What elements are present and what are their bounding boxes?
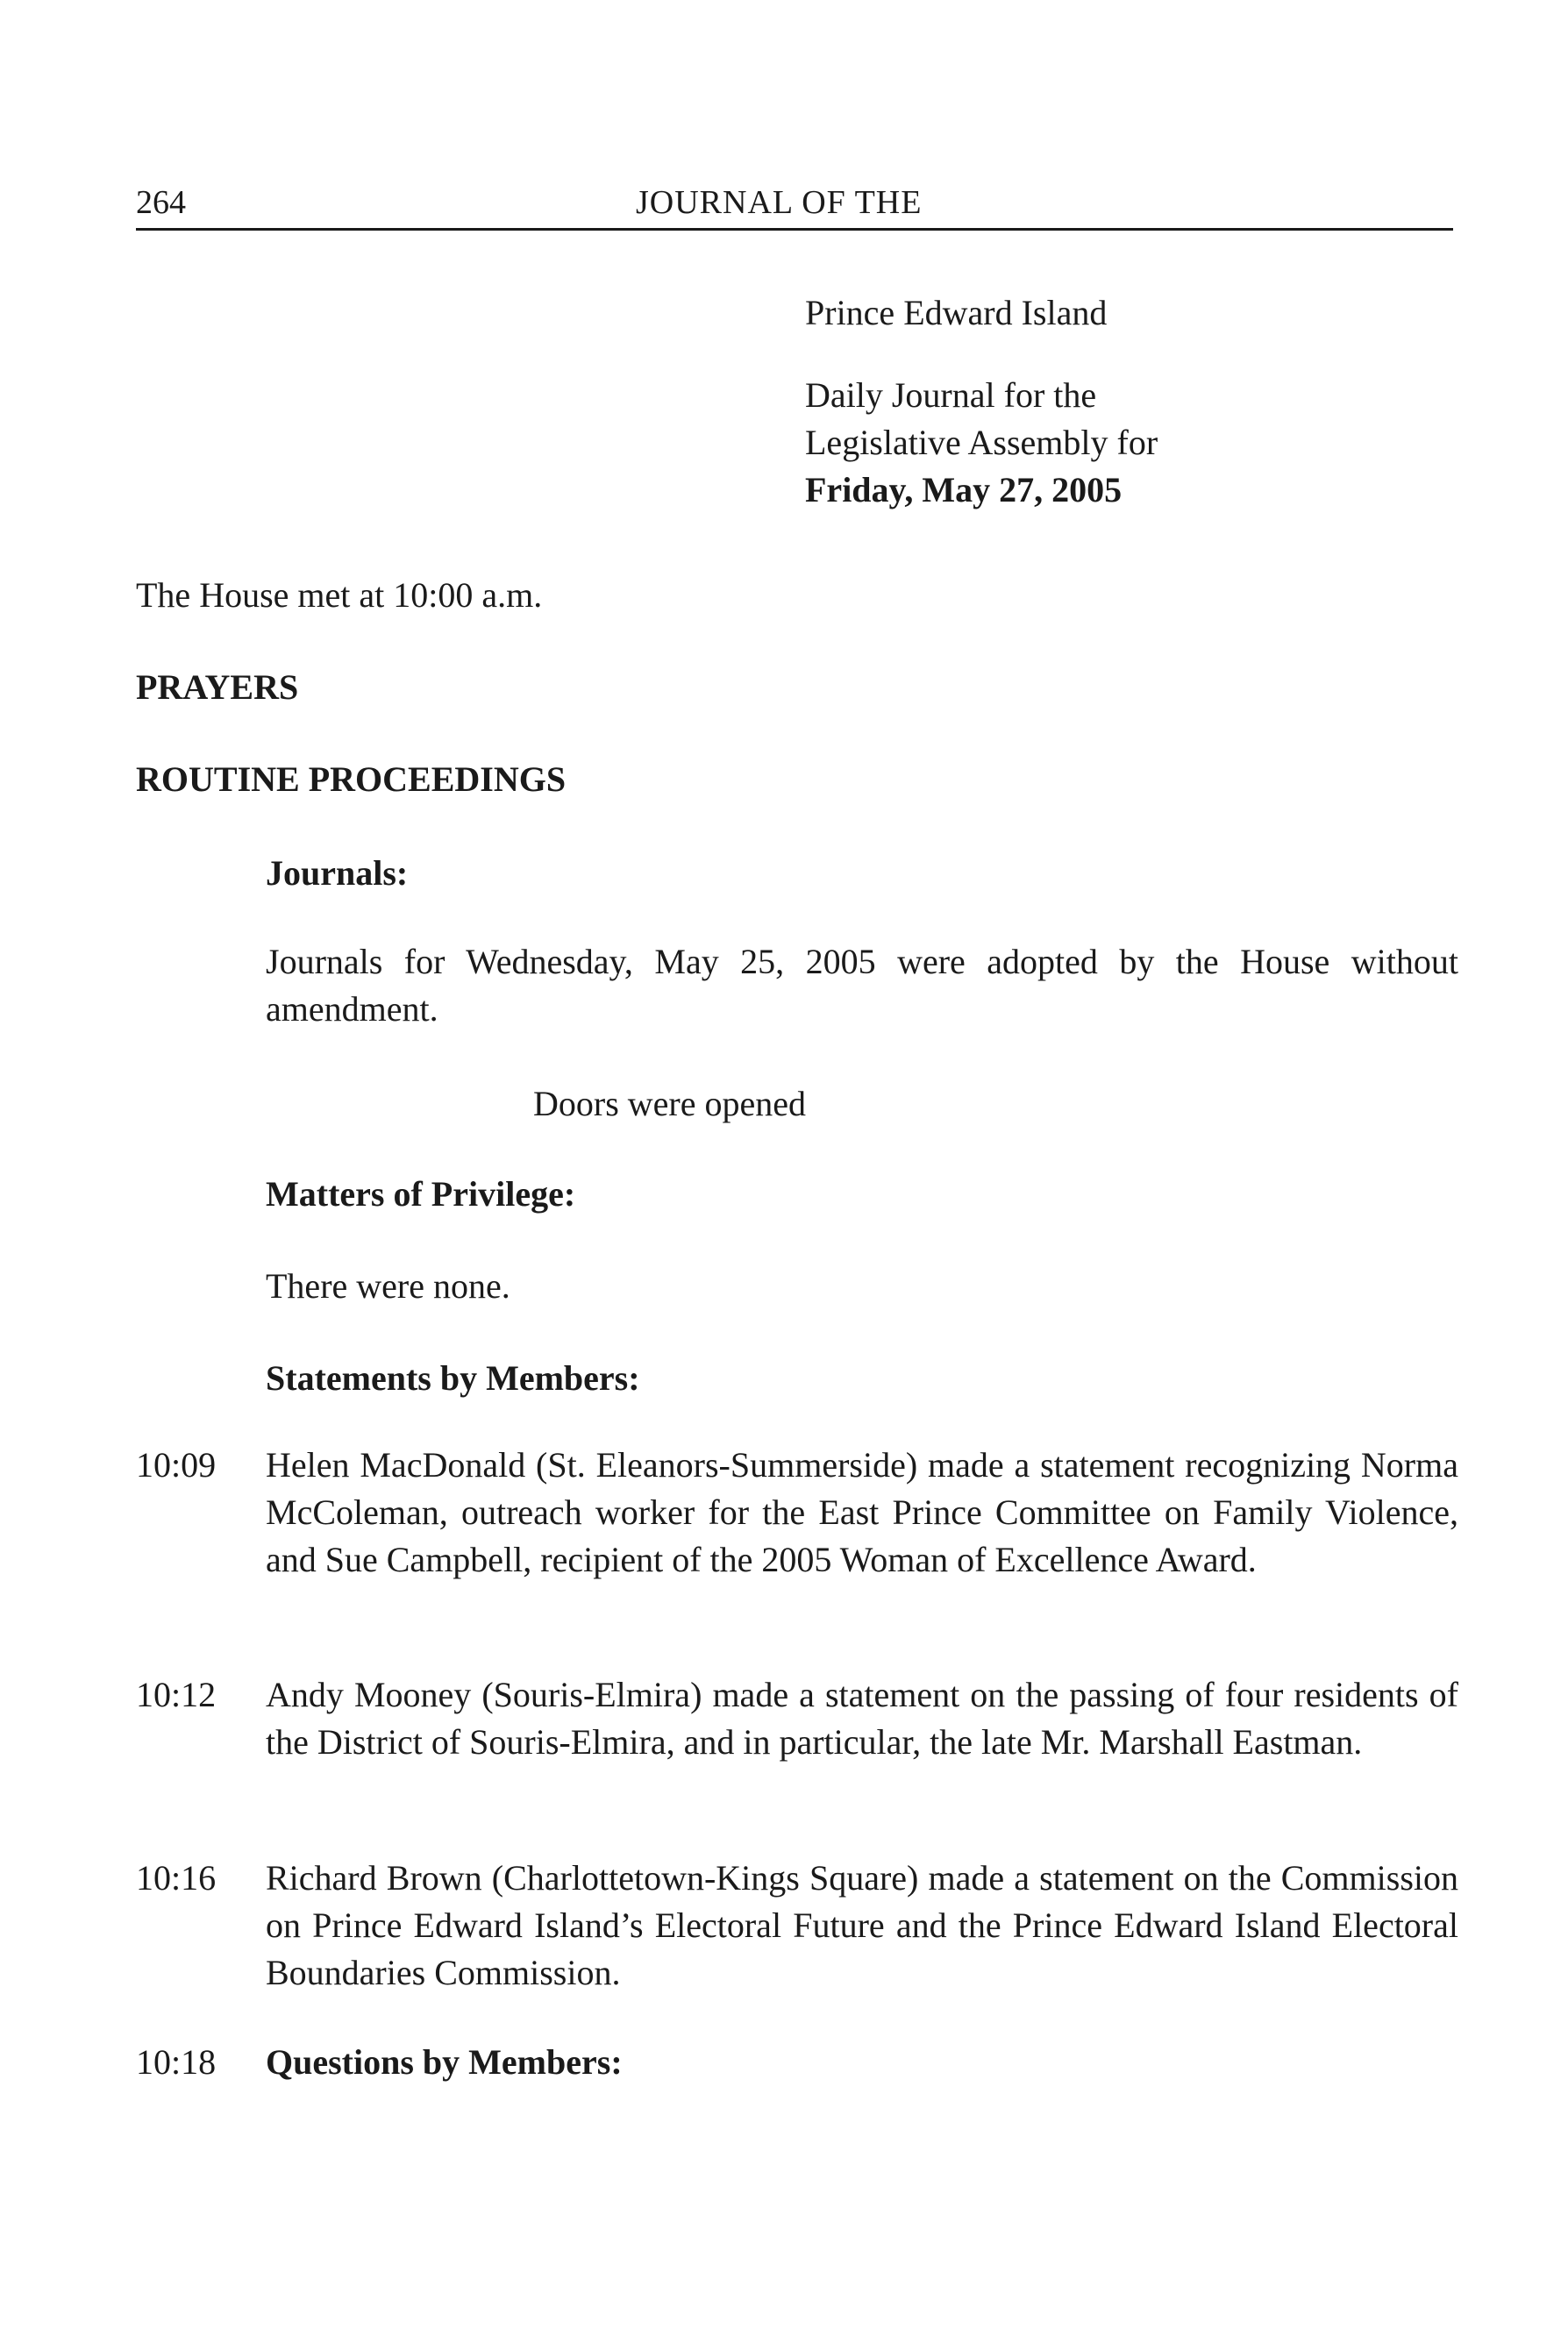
statement-time: 10:16 bbox=[136, 1858, 217, 1898]
statement-time: 10:09 bbox=[136, 1445, 217, 1485]
doors-opened-note: Doors were opened bbox=[533, 1084, 806, 1123]
statement-text: Andy Mooney (Souris-Elmira) made a statement on the passing of four residents of the District of Souris-Elmira, and in particular, the late Mr. Marshall Eastman. bbox=[266, 1675, 1458, 1762]
title-block bbox=[805, 289, 1419, 514]
sitting-date: Friday, May 27, 2005 bbox=[805, 470, 1123, 509]
statement-text: Helen MacDonald (St. Eleanors-Summerside) made a statement recognizing Norma McColeman, outreach worker for the East Prince Committee on Family Violence, and Sue Campbell, recipient of the 2005 Woman of Excellence Award. bbox=[266, 1445, 1458, 1579]
statement-text: Richard Brown (Charlottetown-Kings Square) made a statement on the Commission on Prince Edward Island’s Electoral Future and the Prince Edward Island Electoral Boundaries Commission. bbox=[266, 1858, 1458, 1992]
running-header-title: JOURNAL OF THE bbox=[636, 184, 923, 221]
page-number: 264 bbox=[136, 184, 186, 221]
routine-proceedings-heading: ROUTINE PROCEEDINGS bbox=[136, 759, 567, 799]
title-line-1: Daily Journal for the bbox=[805, 375, 1097, 415]
title-line-2: Legislative Assembly for bbox=[805, 423, 1158, 462]
journals-heading: Journals: bbox=[266, 853, 409, 893]
house-met-time: The House met at 10:00 a.m. bbox=[136, 575, 543, 615]
province-name: Prince Edward Island bbox=[805, 293, 1108, 332]
header-rule bbox=[136, 228, 1453, 231]
journals-text: Journals for Wednesday, May 25, 2005 were adopted by the House without amendment. bbox=[266, 942, 1458, 1029]
privilege-text: There were none. bbox=[266, 1266, 510, 1306]
privilege-heading: Matters of Privilege: bbox=[266, 1174, 576, 1214]
prayers-heading: PRAYERS bbox=[136, 667, 299, 707]
statement-time: 10:12 bbox=[136, 1675, 217, 1714]
questions-time: 10:18 bbox=[136, 2042, 217, 2082]
statements-heading: Statements by Members: bbox=[266, 1358, 640, 1398]
questions-heading: Questions by Members: bbox=[266, 2042, 623, 2082]
